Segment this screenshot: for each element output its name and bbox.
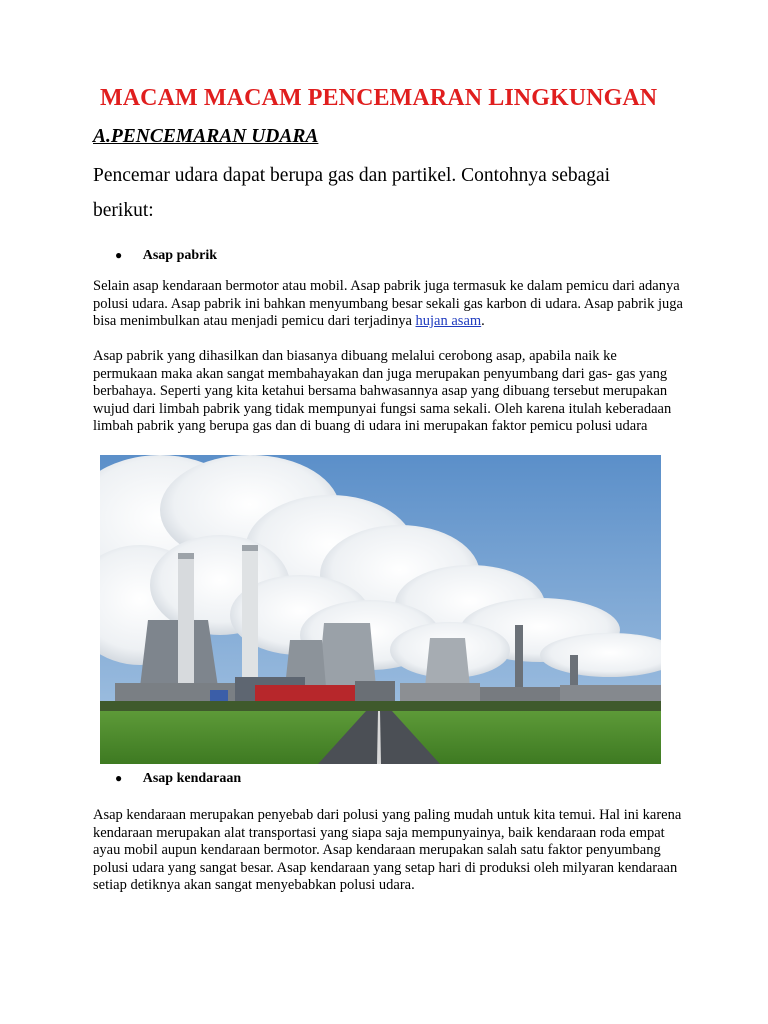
bullet-dot-icon: ●	[115, 771, 123, 785]
section-heading: A.PENCEMARAN UDARA	[93, 126, 319, 147]
intro-paragraph	[93, 158, 713, 228]
paragraph-text: Selain asap kendaraan bermotor atau mobil. Asap pabrik juga termasuk ke dalam pemicu dari adanya polusi udara. Asap pabrik ini bahkan menyumbang besar sekali gas karbon di udara. Asap pabrik juga bisa menimbulkan atau menjadi pemicu dari terjadinya	[93, 278, 683, 329]
intro-line-2: berikut:	[93, 200, 154, 221]
bullet-asap-kendaraan	[115, 771, 241, 787]
paragraph-asap-pabrik-1	[93, 278, 683, 331]
factory-smoke-photo	[100, 455, 661, 764]
bullet-label: Asap kendaraan	[142, 771, 242, 786]
intro-line-1: Pencemar udara dapat berupa gas dan partikel. Contohnya sebagai	[93, 165, 611, 186]
bullet-asap-pabrik	[115, 248, 217, 264]
paragraph-text-end: .	[481, 313, 485, 329]
document-title: MACAM MACAM PENCEMARAN LINGKUNGAN	[100, 85, 658, 111]
bullet-dot-icon: ●	[115, 248, 123, 262]
paragraph-asap-pabrik-2: Asap pabrik yang dihasilkan dan biasanya dibuang melalui cerobong asap, apabila naik ke permukaan maka akan sangat membahayakan dan juga merupakan penyumbang dari gas- gas yang berbahaya. Seperti yang kita ketahui bersama bahwasannya asap yang dibuang tersebut merupakan wujud dari limbah pabrik yang tidak mempunyai fungsi sama sekali. Oleh karena itulah keberadaan limbah pabrik yang berupa gas dan di buang di udara ini merupakan faktor pemicu polusi udara	[93, 348, 672, 434]
bullet-label: Asap pabrik	[142, 248, 218, 263]
hujan-asam-link[interactable]: hujan asam	[415, 313, 482, 329]
paragraph-asap-kendaraan: Asap kendaraan merupakan penyebab dari polusi yang paling mudah untuk kita temui. Hal ini karena kendaraan merupakan alat transportasi yang siapa saja mempunyainya, baik kendaraan roda empat ayau mobil aupun kendaraan bermotor. Asap kendaraan merupakan salah satu faktor penyumbang polusi udara yang sangat besar. Asap kendaraan yang setap hari di produksi oleh milyaran kendaraan setiap detiknya akan sangat menyebabkan polusi udara.	[93, 807, 682, 893]
